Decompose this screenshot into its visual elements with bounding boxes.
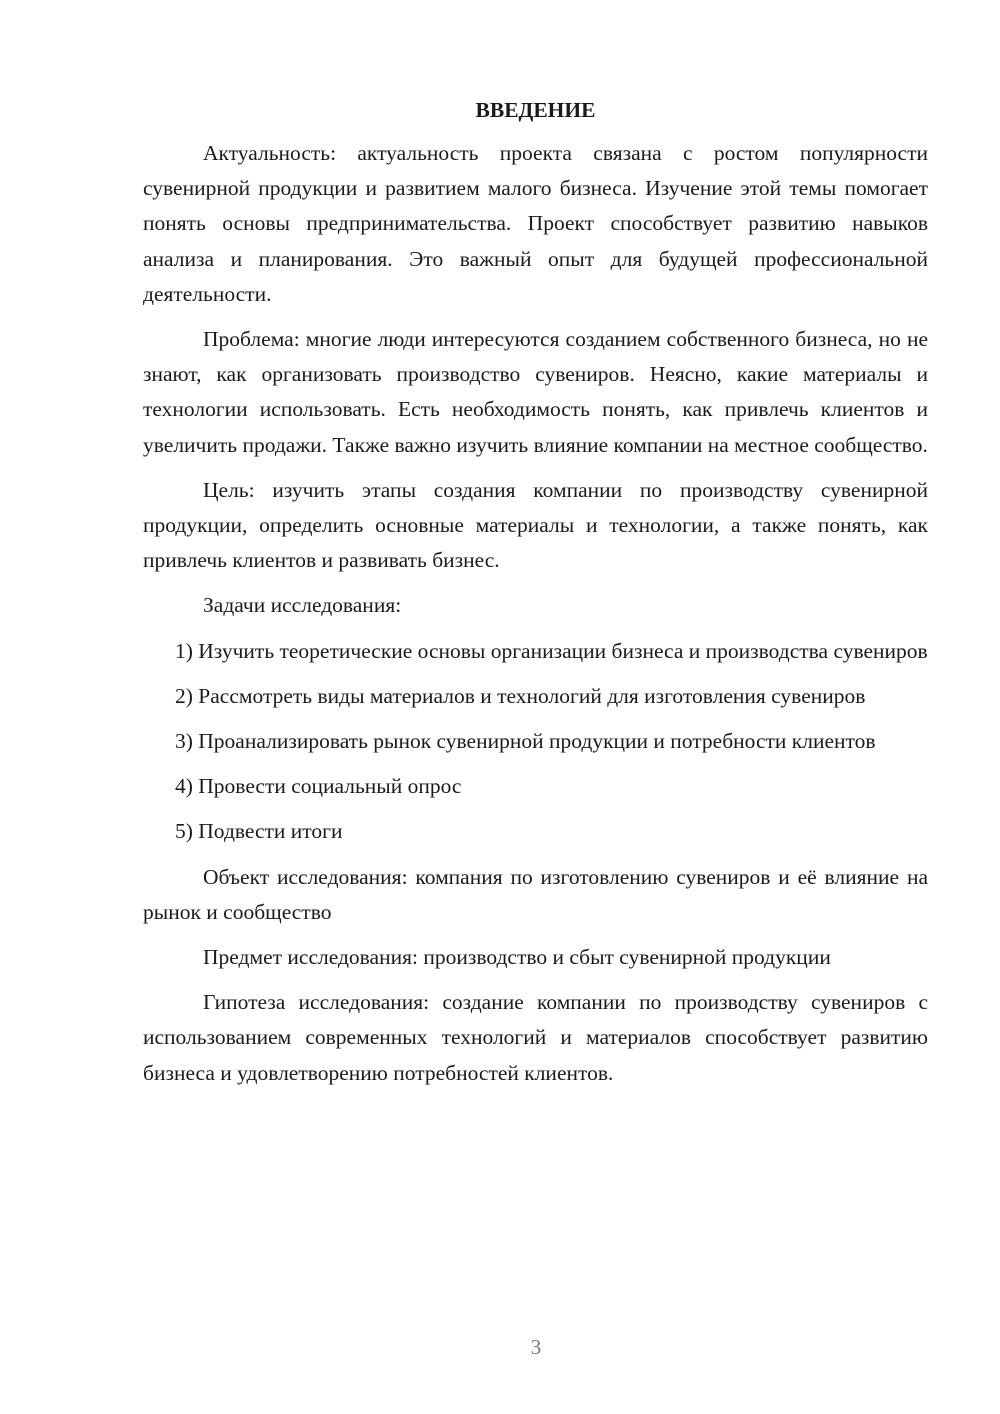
page-content xyxy=(143,94,928,1101)
task-item-1: 1) Изучить теоретические основы организации бизнеса и производства сувениров xyxy=(175,638,928,663)
page-number: 3 xyxy=(530,1335,542,1359)
problem-paragraph: Проблема: многие люди интересуются созданием собственного бизнеса, но не знают, как организовать производство сувениров. Неясно, какие материалы и технологии использовать. Есть необходимость понять, как привлечь клиентов и увеличить продажи. Также важно изучить влияние компании на местное сообщество. xyxy=(143,327,928,457)
task-item-2: 2) Рассмотреть виды материалов и технологий для изготовления сувениров xyxy=(175,683,866,708)
task-item-3: 3) Проанализировать рынок сувенирной продукции и потребности клиентов xyxy=(175,729,876,754)
relevance-paragraph: Актуальность: актуальность проекта связана с ростом популярности сувенирной продукции и развитием малого бизнеса. Изучение этой темы помогает понять основы предпринимательства. Проект способствует развитию навыков анализа и планирования. Это важный опыт для будущей профессиональной деятельности. xyxy=(143,141,928,306)
subject-paragraph: Предмет исследования: производство и сбыт сувенирной продукции xyxy=(203,945,831,970)
task-item-4: 4) Провести социальный опрос xyxy=(175,774,462,799)
tasks-heading: Задачи исследования: xyxy=(203,593,402,618)
page-title: ВВЕДЕНИЕ xyxy=(475,98,596,122)
hypothesis-paragraph: Гипотеза исследования: создание компании по производству сувениров с использованием современных технологий и материалов способствует развитию бизнеса и удовлетворению потребностей клиентов. xyxy=(143,990,928,1085)
object-paragraph: Объект исследования: компания по изготовлению сувениров и её влияние на рынок и сообщество xyxy=(143,864,928,924)
task-item-5: 5) Подвести итоги xyxy=(175,819,343,844)
goal-paragraph: Цель: изучить этапы создания компании по производству сувенирной продукции, определить основные материалы и технологии, а также понять, как привлечь клиентов и развивать бизнес. xyxy=(143,477,928,573)
